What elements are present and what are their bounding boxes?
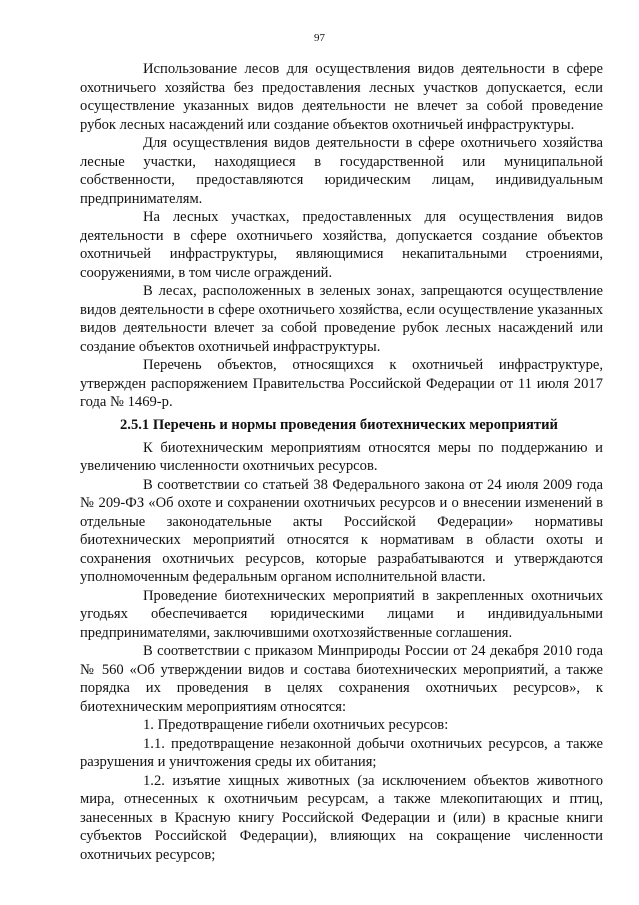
paragraph: Использование лесов для осуществления видов деятельности в сфере охотничьего хозяйства без предоставления лесных участков допускается, если осуществление указанных видов деятельности не влечет за собой проведение рубок лесных насаждений или создание объектов охотничьей инфраструктуры.	[80, 61, 603, 133]
section-heading: 2.5.1 Перечень и нормы проведения биотехнических мероприятий	[120, 416, 558, 433]
page-content	[80, 60, 603, 864]
list-item: 1.2. изъятие хищных животных (за исключением объектов животного мира, отнесенных к охотничьим ресурсам, а также млекопитающих и птиц, занесенных в Красную книгу Российской Федерации и (или) в красные книги субъектов Российской Федерации), влияющих на сокращение численности охотничьих ресурсов;	[80, 772, 603, 863]
paragraph: В лесах, расположенных в зеленых зонах, запрещаются осуществление видов деятельности в сфере охотничьего хозяйства, если осуществление указанных видов деятельности влечет за собой проведение рубок лесных насаждений или создание объектов охотничьей инфраструктуры.	[80, 283, 603, 355]
list-item: 1. Предотвращение гибели охотничьих ресурсов:	[143, 717, 449, 733]
paragraph: В соответствии со статьей 38 Федерального закона от 24 июля 2009 года № 209-ФЗ «Об охоте и сохранении охотничьих ресурсов и о внесении изменений в отдельные законодательные акты Российской Федерации» нормативы биотехнических мероприятий относятся к нормативам в области охоты и сохранения охотничьих ресурсов, которые разрабатываются и утверждаются уполномоченным федеральным органом исполнительной власти.	[80, 476, 603, 585]
paragraph: Для осуществления видов деятельности в сфере охотничьего хозяйства лесные участки, находящиеся в государственной или муниципальной собственности, предоставляются юридическим лицам, индивидуальным предпринимателям.	[80, 135, 603, 207]
page-number: 97	[314, 32, 325, 44]
paragraph: Проведение биотехнических мероприятий в закрепленных охотничьих угодьях обеспечивается юридическими лицами и индивидуальными предпринимателями, заключившими охотхозяйственные соглашения.	[80, 587, 603, 641]
list-item: 1.1. предотвращение незаконной добычи охотничьих ресурсов, а также разрушения и уничтожения среды их обитания;	[80, 735, 603, 770]
paragraph: На лесных участках, предоставленных для осуществления видов деятельности в сфере охотничьего хозяйства, допускается создание объектов охотничьей инфраструктуры, являющимися некапитальными строениями, сооружениями, в том числе ограждений.	[80, 209, 603, 281]
paragraph: В соответствии с приказом Минприроды России от 24 декабря 2010 года № 560 «Об утверждении видов и состава биотехнических мероприятий, а также порядка их проведения в целях сохранения охотничьих ресурсов», к биотехническим мероприятиям относятся:	[80, 643, 603, 715]
paragraph: Перечень объектов, относящихся к охотничьей инфраструктуре, утвержден распоряжением Правительства Российской Федерации от 11 июля 2017 года № 1469-р.	[80, 357, 603, 410]
paragraph: К биотехническим мероприятиям относятся меры по поддержанию и увеличению численности охотничьих ресурсов.	[80, 439, 603, 474]
